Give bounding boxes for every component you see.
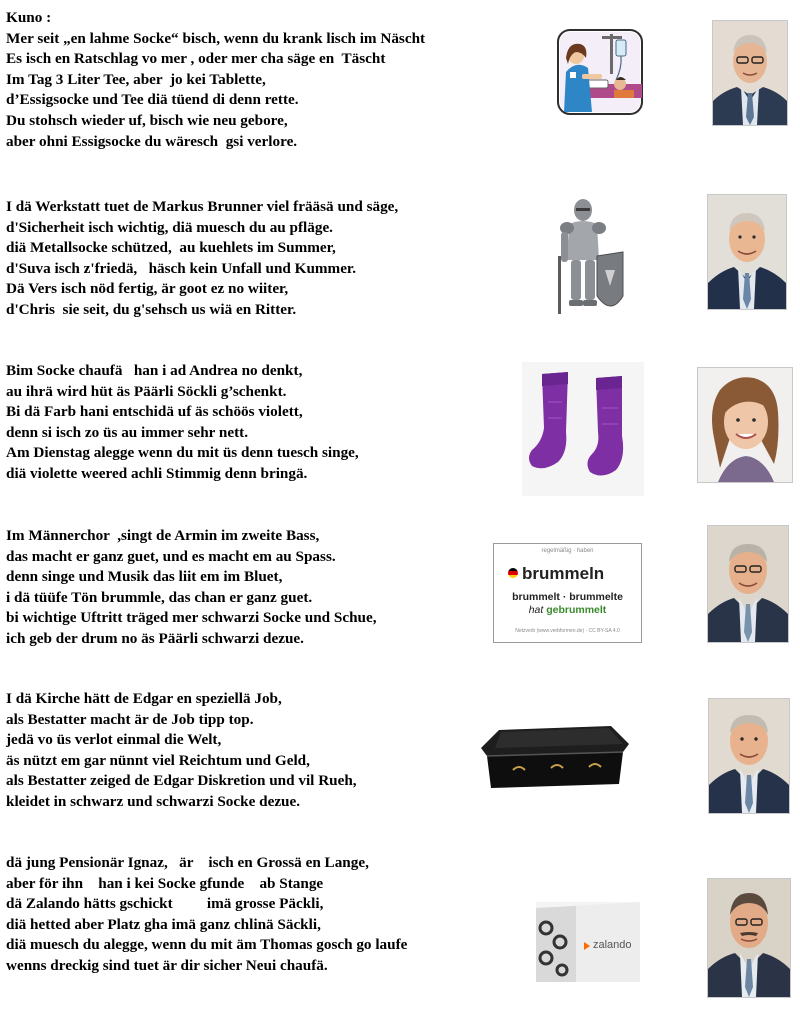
poem-line: wenns dreckig sind tuet är dir sicher Neui chaufä. <box>6 956 328 974</box>
poem-line: Es isch en Ratschlag vo mer , oder mer cha säge en Täscht <box>6 50 386 68</box>
poem-line: d'Sicherheit isch wichtig, diä muesch du au pfläge. <box>6 218 333 236</box>
nurse-patient-illustration <box>556 28 644 116</box>
poem-line: jedä vo üs verlot einmal die Welt, <box>6 731 222 749</box>
coffin-illustration <box>473 718 635 794</box>
poem-line: aber för ihn han i kei Socke gfunde ab Stange <box>6 874 324 892</box>
stanza-6 <box>6 853 407 977</box>
poem-line: d'Suva isch z'friedä, häsch kein Unfall und Kummer. <box>6 259 357 277</box>
stanza-3 <box>6 361 359 485</box>
zalando-package-photo <box>536 902 640 982</box>
portrait-photo <box>697 367 793 483</box>
poem-line: Im Männerchor ,singt de Armin im zweite Bass, <box>6 527 320 544</box>
poem-line: i dä tüüfe Tön brummle, das chan er ganz guet. <box>6 588 313 606</box>
dict-header: regelmäßig · haben <box>541 548 594 554</box>
poem-line: diä hetted aber Platz gha imä ganz chlinä Säckli, <box>6 915 321 933</box>
stanza-1 <box>6 8 425 152</box>
poem-line: als Bestatter zeiged de Edgar Diskretion und vil Rueh, <box>6 772 357 790</box>
poem-line: als Bestatter macht är de Job tipp top. <box>6 710 254 728</box>
portrait-photo <box>707 525 789 643</box>
stanza-5 <box>6 689 357 813</box>
poem-line: Im Tag 3 Liter Tee, aber jo kei Tablette, <box>6 70 266 88</box>
poem-line: Dä Vers isch nöd fertig, är goot ez no wiiter, <box>6 280 289 298</box>
poem-line: aber ohni Essigsocke du wäresch gsi verlore. <box>6 132 298 150</box>
poem-line: Kuno : <box>6 9 52 26</box>
poem-line: bi wichtige Uftritt träged mer schwarzi Socke und Schue, <box>6 609 377 627</box>
knight-armor-illustration <box>553 196 625 326</box>
poem-line: Bim Socke chaufä han i ad Andrea no denkt, <box>6 362 303 379</box>
dict-perfect-aux: hat <box>528 604 547 616</box>
poem-line: Am Dienstag alegge wenn du mit üs denn tuesch singe, <box>6 444 359 462</box>
poem-line: Bi dä Farb hani entschidä uf äs schöös violett, <box>6 403 303 421</box>
poem-line: Mer seit „en lahme Socke“ bisch, wenn du krank lisch im Näscht <box>6 29 426 47</box>
poem-line: dä jung Pensionär Ignaz, är isch en Grossä en Lange, <box>6 854 369 871</box>
dict-word <box>522 564 604 584</box>
dict-form-past: brummelte <box>569 591 623 603</box>
poem-line: Du stohsch wieder uf, bisch wie neu gebore, <box>6 111 288 129</box>
poem-line: diä muesch du alegge, wenn du mit äm Thomas gosch go laufe <box>6 936 408 954</box>
poem-line: denn si isch zo üs au immer sehr nett. <box>6 423 249 441</box>
poem-line: äs nützt em gar nünnt viel Reichtum und Geld, <box>6 751 310 769</box>
poem-line: denn singe und Musik das liit em im Bluet, <box>6 568 283 586</box>
poem-line: I dä Werkstatt tuet de Markus Brunner viel frääsä und säge, <box>6 198 399 215</box>
violet-socks-photo <box>522 362 644 496</box>
poem-line: diä Metallsocke schützed, au kuehlets im Summer, <box>6 239 336 257</box>
dict-form-present: brummelt <box>512 591 560 603</box>
poem-line: das macht er ganz guet, und es macht em au Spass. <box>6 547 336 565</box>
portrait-photo <box>707 878 791 998</box>
poem-line: ich geb der drum no äs Päärli schwarzi dezue. <box>6 629 304 647</box>
portrait-photo <box>712 20 788 126</box>
portrait-photo <box>708 698 790 814</box>
poem-line: au ihrä wird hüt äs Päärli Söckli g’schenkt. <box>6 382 287 400</box>
poem-line: d'Chris sie seit, du g'sehsch us wiä en Ritter. <box>6 300 297 318</box>
dict-footer: Netzverb (www.verbformen.de) · CC BY-SA 4.0 <box>515 628 620 634</box>
zalando-logo: zalando <box>593 939 632 951</box>
poem-line: kleidet in schwarz und schwarzi Socke dezue. <box>6 792 301 810</box>
stanza-4 <box>6 526 377 650</box>
poem-line: I dä Kirche hätt de Edgar en speziellä Job, <box>6 690 282 707</box>
poem-line: dä Zalando hätts gschickt imä grosse Päckli, <box>6 895 324 913</box>
poem-line: diä violette weered achli Stimmig denn bringä. <box>6 464 308 482</box>
stanza-2 <box>6 197 398 321</box>
german-flag-icon <box>508 568 518 578</box>
dict-word-text: brummeln <box>522 564 605 583</box>
dict-perfect-line <box>494 604 641 616</box>
verb-dictionary-card <box>493 543 642 643</box>
dict-form-separator: · <box>559 591 570 603</box>
portrait-photo <box>707 194 787 310</box>
poem-line: d’Essigsocke und Tee diä tüend di denn rette. <box>6 91 299 109</box>
dict-forms-line <box>494 591 641 603</box>
dict-perfect-participle: gebrummelt <box>546 604 607 616</box>
